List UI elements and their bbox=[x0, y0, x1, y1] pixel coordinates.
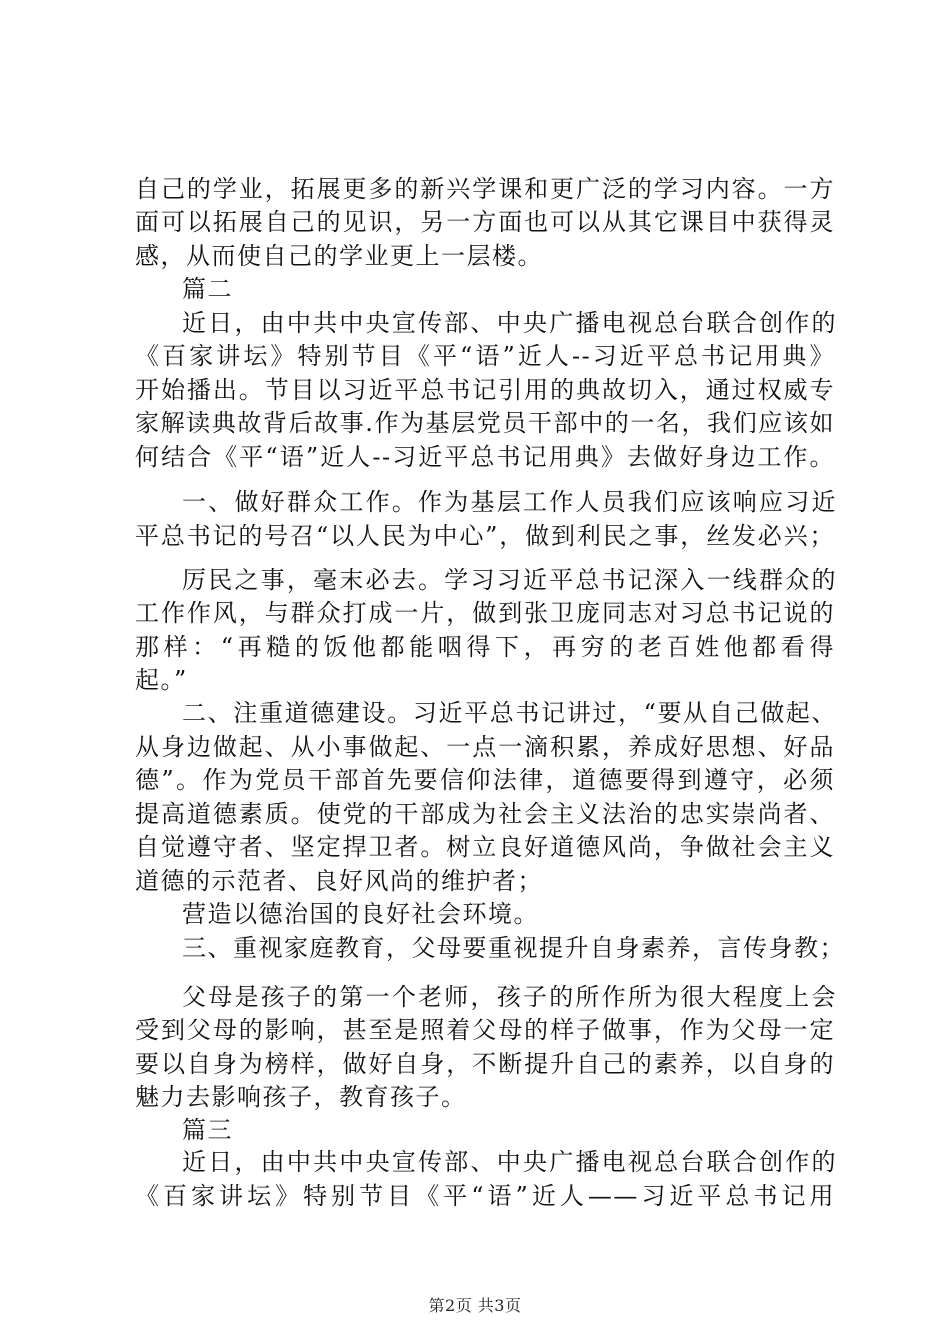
text-line-15: 起。” bbox=[135, 666, 188, 694]
page-footer: 第2页 共3页 bbox=[428, 1296, 522, 1315]
text-line-27: 魅力去影响孩子，教育孩子。 bbox=[135, 1083, 467, 1111]
text-line-26: 要以自身为榜样，做好自身，不断提升自己的素养，以自身的 bbox=[135, 1050, 835, 1078]
text-line-14: 那样：“再糙的饭他都能咽得下，再穷的老百姓他都看得 bbox=[135, 633, 835, 661]
text-line-20: 自觉遵守者、坚定捍卫者。树立良好道德风尚，争做社会主义 bbox=[135, 833, 835, 861]
text-line-25: 受到父母的影响，甚至是照着父母的样子做事，作为父母一定 bbox=[135, 1016, 835, 1044]
text-line-11: 平总书记的号召“以人民为中心”，做到利民之事，丝发必兴； bbox=[135, 522, 835, 550]
text-line-5: 近日，由中共中央宣传部、中央广播电视总台联合创作的 bbox=[182, 309, 837, 337]
text-line-17: 从身边做起、从小事做起、一点一滴积累，养成好思想、好品 bbox=[135, 733, 835, 761]
text-line-1: 自己的学业，拓展更多的新兴学课和更广泛的学习内容。一方 bbox=[135, 175, 835, 203]
text-line-30: 《百家讲坛》特别节目《平“语”近人——习近平总书记用 bbox=[135, 1182, 835, 1210]
text-line-13: 工作作风，与群众打成一片，做到张卫庞同志对习总书记说的 bbox=[135, 599, 835, 627]
text-line-3: 感，从而使自己的学业更上一层楼。 bbox=[135, 242, 543, 270]
text-line-21: 道德的示范者、良好风尚的维护者； bbox=[135, 867, 543, 895]
text-line-7: 开始播出。节目以习近平总书记引用的典故切入，通过权威专 bbox=[135, 376, 835, 404]
text-line-2: 面可以拓展自己的见识，另一方面也可以从其它课目中获得灵 bbox=[135, 208, 835, 236]
text-line-8: 家解读典故背后故事.作为基层党员干部中的一名，我们应该如 bbox=[135, 409, 835, 437]
text-line-24: 父母是孩子的第一个老师，孩子的所作所为很大程度上会 bbox=[182, 983, 837, 1011]
text-line-12: 厉民之事，毫末必去。学习习近平总书记深入一线群众的 bbox=[182, 566, 837, 594]
text-line-16: 二、注重道德建设。习近平总书记讲过，“要从自己做起、 bbox=[182, 699, 837, 727]
text-line-23: 三、重视家庭教育，父母要重视提升自身素养，言传身教； bbox=[182, 934, 845, 962]
text-line-9: 何结合《平“语”近人--习近平总书记用典》去做好身边工作。 bbox=[135, 443, 835, 471]
section-heading-2: 篇二 bbox=[182, 275, 233, 303]
text-line-6: 《百家讲坛》特别节目《平“语”近人--习近平总书记用典》 bbox=[135, 342, 835, 370]
text-line-10: 一、做好群众工作。作为基层工作人员我们应该响应习近 bbox=[182, 488, 837, 516]
text-line-19: 提高道德素质。使党的干部成为社会主义法治的忠实崇尚者、 bbox=[135, 800, 835, 828]
text-line-29: 近日，由中共中央宣传部、中央广播电视总台联合创作的 bbox=[182, 1148, 837, 1176]
section-heading-3: 篇三 bbox=[182, 1116, 233, 1144]
text-line-22: 营造以德治国的良好社会环境。 bbox=[182, 900, 539, 928]
text-line-18: 德”。作为党员干部首先要信仰法律，道德要得到遵守，必须 bbox=[135, 766, 835, 794]
